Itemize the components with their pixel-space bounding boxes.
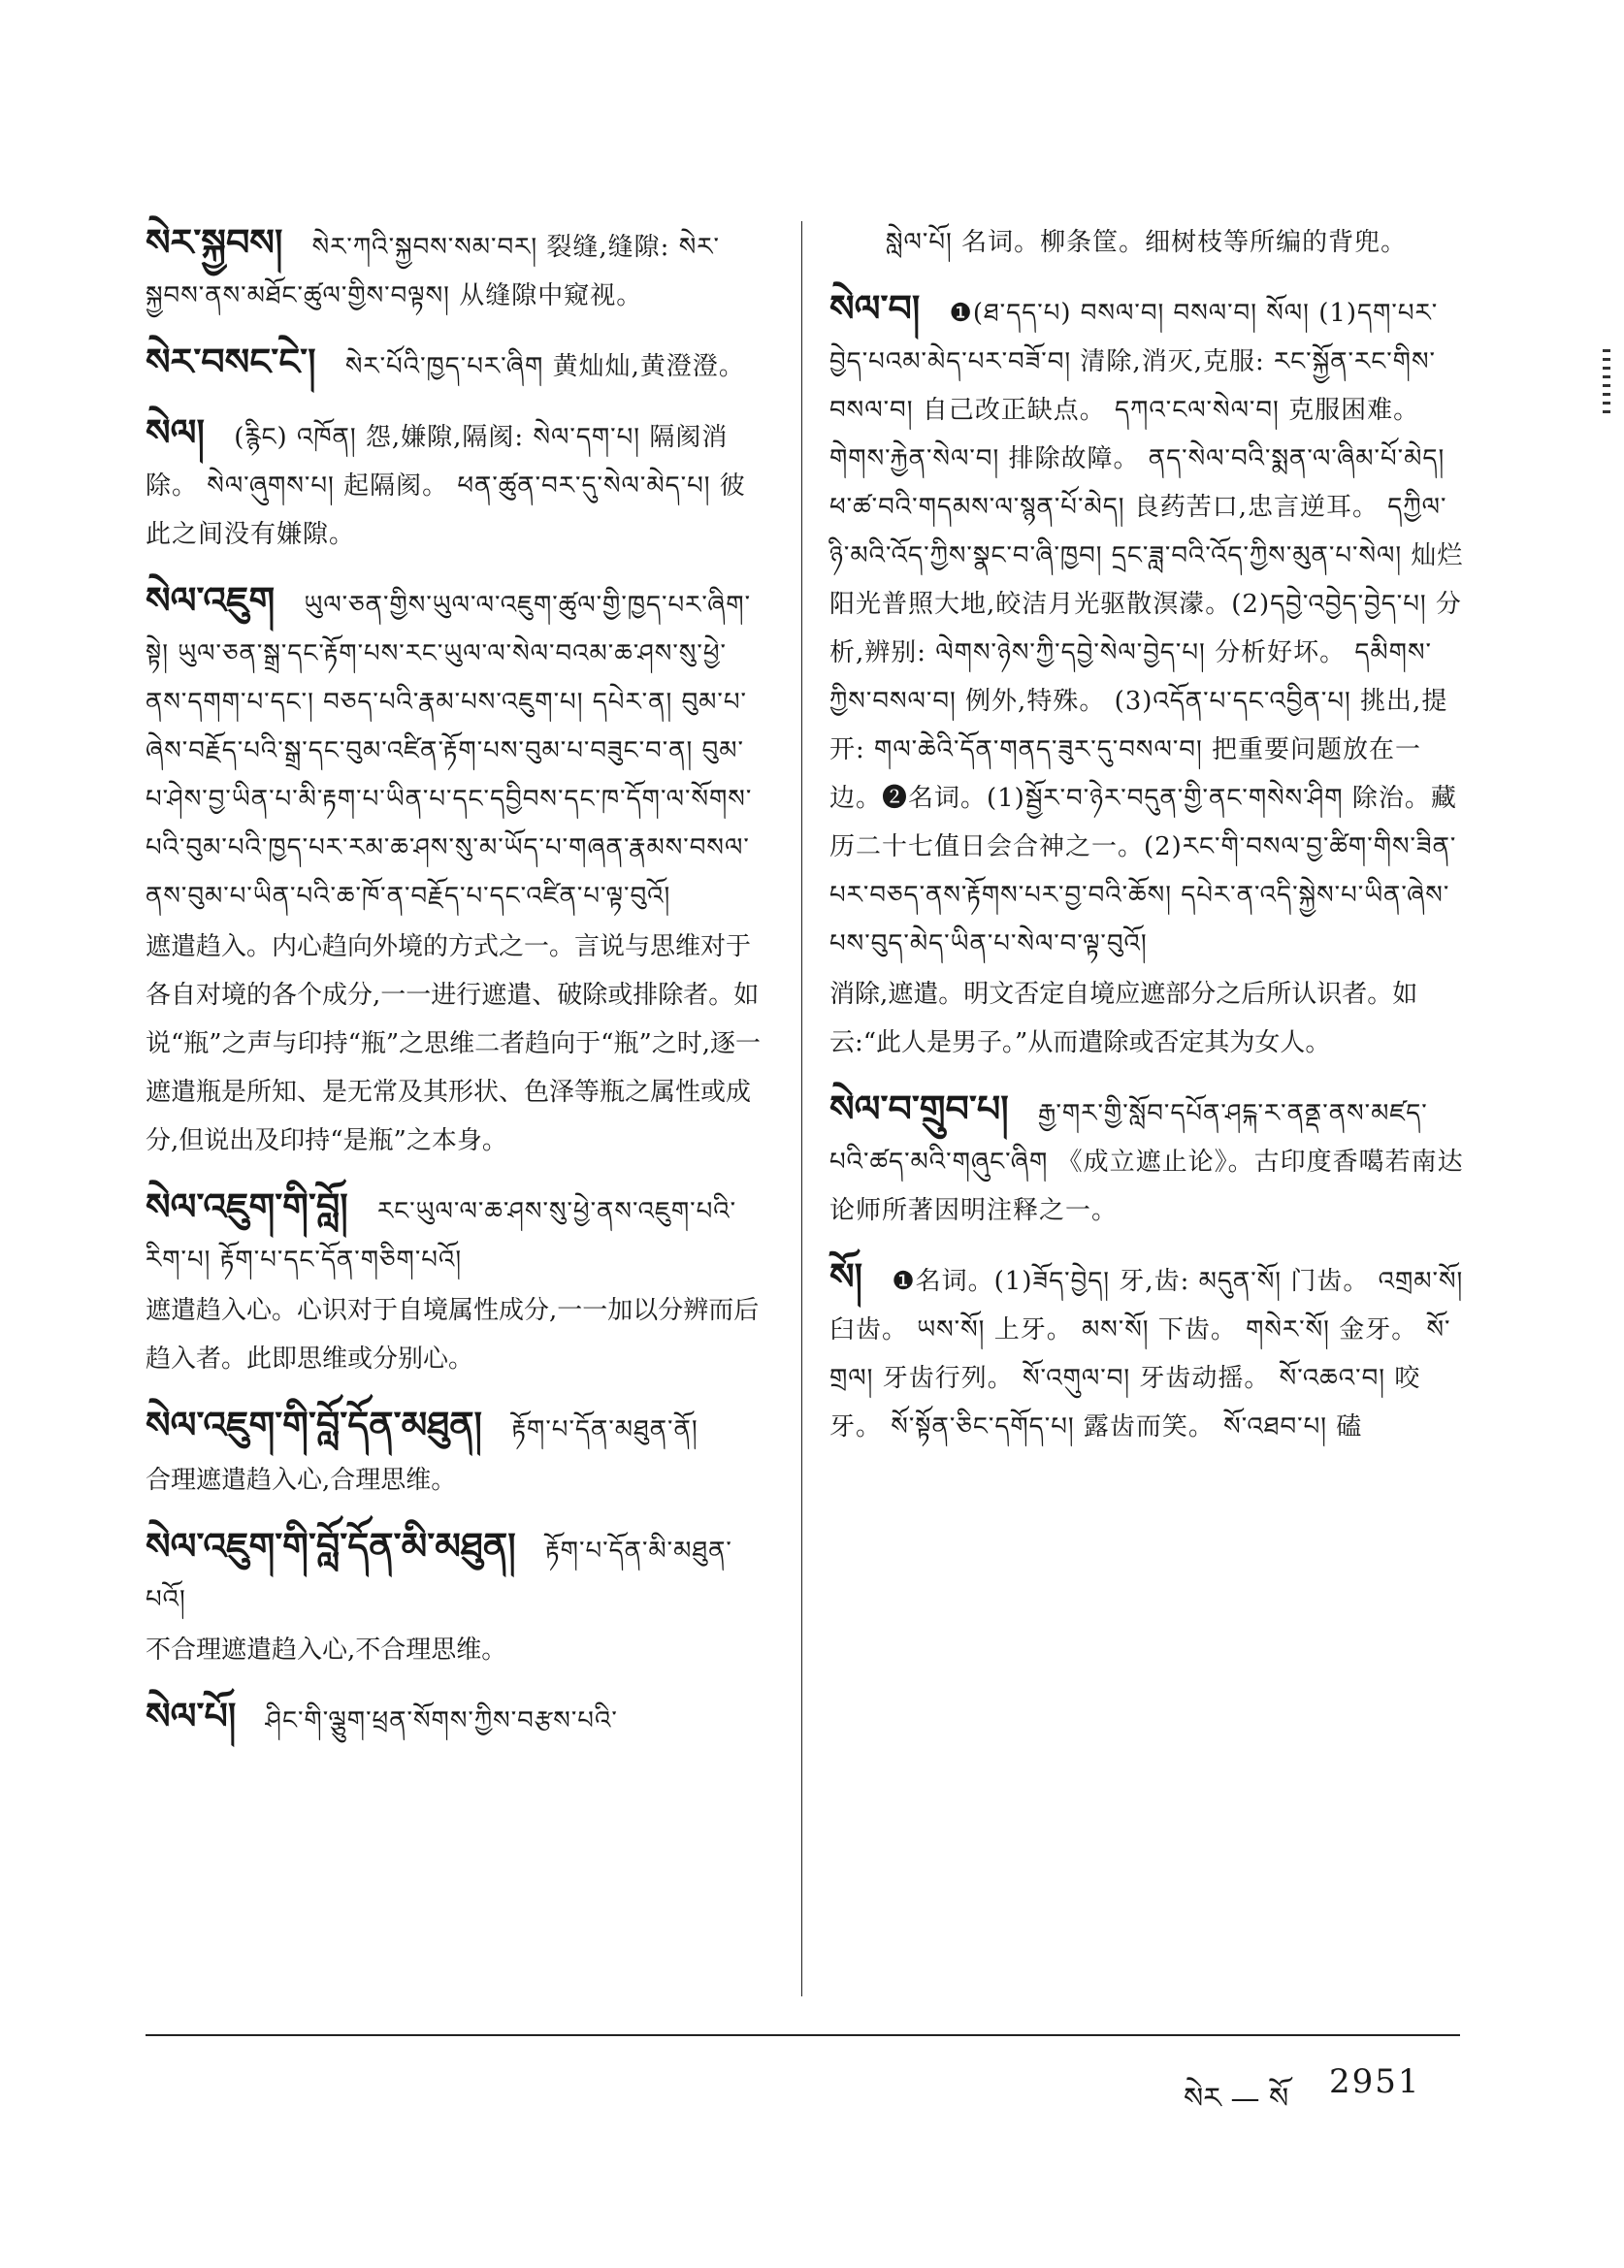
dictionary-entry bbox=[829, 284, 1465, 1067]
entry-definition: སེར་ཀའི་སྐྱབས་སམ་བར། 裂缝,缝隙: སེར་སྐྱབས་ནས་མཐོང་ཚུལ་གྱིས་བལྟས། 从缝隙中窥视。 bbox=[146, 233, 720, 310]
entry-definition: (རྙིང) འཁོན། 怨,嫌隙,隔阂: སེལ་དག་པ། 隔阂消除。 སེལ་ཞུགས་པ། 起隔阂。 ཕན་ཚུན་བར་དུ་སེལ་མེད་པ། 彼此之间没有嫌隙。 bbox=[146, 423, 746, 549]
headword: སེར་བསང་ངེ་། bbox=[146, 340, 316, 383]
left-column bbox=[146, 218, 766, 1763]
dictionary-entry bbox=[146, 1183, 766, 1383]
chinese-gloss: 合理遮遣趋入心,合理思维。 bbox=[146, 1466, 457, 1495]
footer-rule bbox=[146, 2034, 1460, 2036]
dictionary-entry bbox=[829, 1252, 1465, 1451]
headword: སེལ་བ་གྲུབ་པ། bbox=[829, 1086, 1009, 1130]
headword: སེལ། bbox=[146, 410, 205, 454]
entry-definition: ❶名词。(1)ཟོད་བྱེད། 牙,齿: མདུན་སོ། 门齿。 འགྲམ་སོ། 臼齿。 ཡས་སོ། 上牙。 མས་སོ། 下齿。 གསེར་སོ། 金牙。 སོ་གྲལ། 牙齿行列。 སོ་འགུལ་བ། 牙齿动摇。 སོ་འཆའ་བ། 咬牙。 སོ་སྟོན་ཅིང་དགོད་པ། 露齿而笑。 སོ་འཐབ་པ། 磕 bbox=[829, 1267, 1464, 1442]
chinese-gloss: 消除,遮遣。明文否定自境应遮部分之后所认识者。如云:“此人是男子。”从而遣除或否定其为女人。 bbox=[829, 980, 1418, 1057]
headword: སེལ་འཇུག་གི་བློ་དོན་མི་མཐུན། bbox=[146, 1524, 516, 1568]
dictionary-entry bbox=[146, 218, 766, 320]
chinese-gloss: 遮遣趋入心。心识对于自境属性成分,一一加以分辨而后趋入者。此即思维或分别心。 bbox=[146, 1296, 760, 1374]
chinese-gloss: 不合理遮遣趋入心,不合理思维。 bbox=[146, 1636, 507, 1665]
dictionary-entry bbox=[146, 1401, 766, 1505]
dictionary-entry bbox=[146, 1522, 766, 1674]
column-divider bbox=[801, 221, 802, 1996]
dictionary-entry bbox=[146, 576, 766, 1165]
headword: སེར་སྐྱབས། bbox=[146, 220, 283, 264]
headword: སེལ་འཇུག bbox=[146, 578, 276, 622]
entry-definition: ❶(ཐ་དད་པ) བསལ་བ། བསལ་བ། སོལ། (1)དག་པར་བྱེད་པའམ་མེད་པར་བཟོ་བ། 清除,消灭,克服: རང་སྐྱོན་རང་གིས་བསལ་བ། 自己改正缺点。 དཀའ་ངལ་སེལ་བ། 克服困难。 གེགས་རྐྱེན་སེལ་བ། 排除故障。 ནད་སེལ་བའི་སྨན་ལ་ཞིམ་པོ་མེད། ཕ་ཚ་བའི་གདམས་ལ་སྙན་པོ་མེད། 良药苦口,忠言逆耳。 དཀྱིལ་ཉི་མའི་འོད་ཀྱིས་སྣང་བ་ཞི་ཁྱབ། དྲང་ཟླ་བའི་འོད་ཀྱིས་མུན་པ་སེལ། 灿烂阳光普照大地,皎洁月光驱散溟濛。(2)དབྱེ་འབྱེད་བྱེད་པ། 分析,辨别: ལེགས་ཉེས་ཀྱི་དབྱེ་སེལ་བྱེད་པ། 分析好坏。 དམིགས་ཀྱིས་བསལ་བ། 例外,特殊。 (3)འདོན་པ་དང་འབྱིན་པ། 挑出,提开: གལ་ཆེའི་དོན་གནད་ཟུར་དུ་བསལ་བ། 把重要问题放在一边。❷名词。(1)སྦྱོར་བ་ཉེར་བདུན་གྱི་ནང་གསེས་ཤིག 除治。藏历二十七值日会合神之一。(2)རང་གི་བསལ་བྱ་ཚིག་གིས་ཟིན་པར་བཅད་ནས་རྟོགས་པར་བྱ་བའི་ཆོས། དཔེར་ན་འདི་སྐྱེས་པ་ཡིན་ཞེས་པས་བུད་མེད་ཡིན་པ་སེལ་བ་ལྟ་བུའོ། bbox=[829, 299, 1464, 958]
entry-definition: ཡུལ་ཅན་གྱིས་ཡུལ་ལ་འཇུག་ཚུལ་གྱི་ཁྱད་པར་ཞིག་སྟེ། ཡུལ་ཅན་སྒྲ་དང་རྟོག་པས་རང་ཡུལ་ལ་སེལ་བའམ་ཆ་ཤས་སུ་ཕྱེ་ནས་དགག་པ་དང་། བཅད་པའི་རྣམ་པས་འཇུག་པ། དཔེར་ན། བུམ་པ་ཞེས་བརྗོད་པའི་སྒྲ་དང་བུམ་འཛིན་རྟོག་པས་བུམ་པ་བཟུང་བ་ན། བུམ་པ་ཤེས་བྱ་ཡིན་པ་མི་རྟག་པ་ཡིན་པ་དང་དབྱིབས་དང་ཁ་དོག་ལ་སོགས་པའི་བུམ་པའི་ཁྱད་པར་རམ་ཆ་ཤས་སུ་མ་ཡོད་པ་གཞན་རྣམས་བསལ་ནས་བུམ་པ་ཡིན་པའི་ཆ་ཁོ་ན་བརྗོད་པ་དང་འཛིན་པ་ལྟ་བུའོ། bbox=[146, 591, 753, 911]
running-head-range: སེར — སོ bbox=[1184, 2082, 1289, 2116]
entry-definition: རྟོག་པ་དོན་མཐུན་ནོ། bbox=[511, 1415, 698, 1444]
headword: སོ། bbox=[829, 1254, 863, 1298]
dictionary-entry-continued bbox=[829, 218, 1465, 267]
entry-definition: རྟོག་པ་དོན་མི་མཐུན་པའོ། bbox=[146, 1537, 732, 1614]
entry-definition: སླེལ་པོ། 名词。柳条筐。细树枝等所编的背兜。 bbox=[886, 228, 1408, 257]
dictionary-entry bbox=[829, 1085, 1465, 1235]
page-number: 2951 bbox=[1329, 2062, 1421, 2101]
entry-definition: སེར་པོའི་ཁྱད་པར་ཞིག 黄灿灿,黄澄澄。 bbox=[344, 352, 745, 381]
chinese-gloss: 遮遣趋入。内心趋向外境的方式之一。言说与思维对于各自对境的各个成分,一一进行遮遣、破除或排除者。如说“瓶”之声与印持“瓶”之思维二者趋向于“瓶”之时,逐一遮遣瓶是所知、是无常及其形状、色泽等瓶之属性或成分,但说出及印持“是瓶”之本身。 bbox=[146, 932, 762, 1155]
entry-definition: རང་ཡུལ་ལ་ཆ་ཤས་སུ་ཕྱེ་ནས་འཇུག་པའི་རིག་པ། རྟོག་པ་དང་དོན་གཅིག་པའོ། bbox=[146, 1197, 737, 1275]
headword: སེལ་བ། bbox=[829, 286, 921, 330]
right-column bbox=[829, 218, 1465, 1469]
dictionary-entry bbox=[146, 408, 766, 559]
entry-definition: ཤིང་གི་ལྕུག་ཕྲན་སོགས་ཀྱིས་བརྩས་པའི་ bbox=[265, 1706, 618, 1735]
dictionary-entry bbox=[146, 1692, 766, 1745]
headword: སེལ་འཇུག་གི་བློ་དོན་མཐུན། bbox=[146, 1403, 482, 1446]
entry-definition: རྒྱ་གར་གྱི་སློབ་དཔོན་ཤངྐ་ར་ནནྡ་ནས་མཛད་པའི་ཚད་མའི་གཞུང་ཞིག 《成立遮止论》。古印度香噶若南达论师所著因明注释之一。 bbox=[829, 1099, 1464, 1225]
scan-margin-marks bbox=[1603, 349, 1610, 419]
headword: སེལ་པོ། bbox=[146, 1694, 237, 1737]
headword: སེལ་འཇུག་གི་བློ། bbox=[146, 1184, 348, 1228]
dictionary-entry bbox=[146, 338, 766, 391]
